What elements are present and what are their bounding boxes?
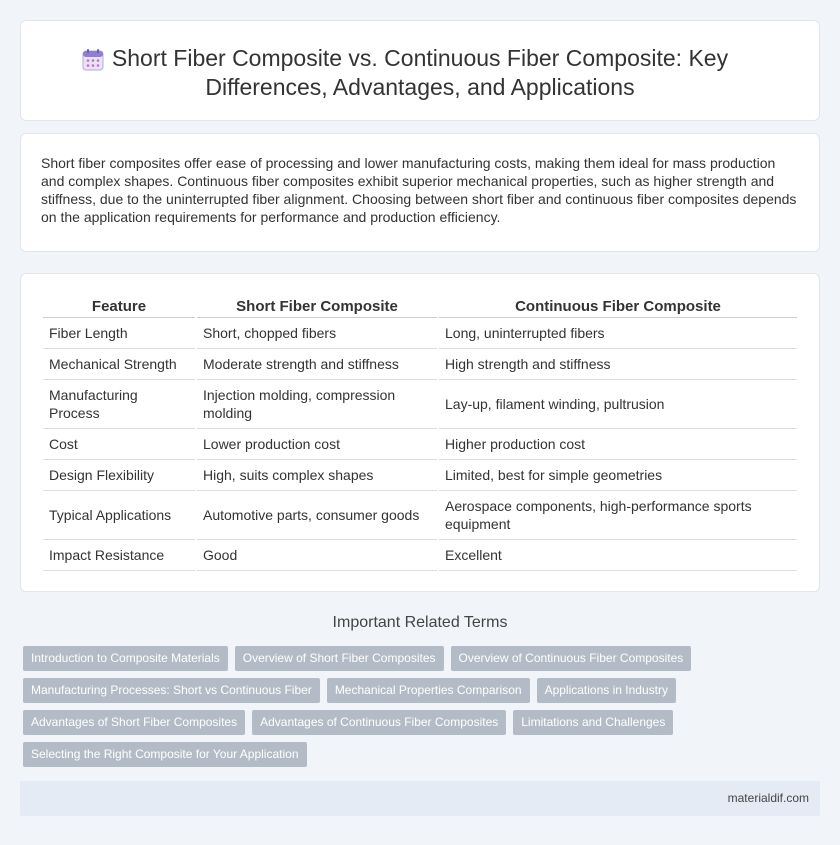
table-header-row <box>43 296 797 318</box>
header-short-fiber: Short Fiber Composite <box>197 296 437 318</box>
cell-feature: Mechanical Strength <box>43 349 195 380</box>
table-row <box>43 349 797 380</box>
cell-short: Lower production cost <box>197 429 437 460</box>
related-term-tag[interactable]: Manufacturing Processes: Short vs Continuous Fiber <box>23 678 320 703</box>
comparison-table <box>41 296 799 571</box>
related-term-tag[interactable]: Advantages of Continuous Fiber Composites <box>252 710 506 735</box>
cell-continuous: Lay-up, filament winding, pultrusion <box>439 380 797 429</box>
table-row <box>43 460 797 491</box>
cell-feature: Typical Applications <box>43 491 195 540</box>
cell-continuous: Aerospace components, high-performance sports equipment <box>439 491 797 540</box>
cell-short: Good <box>197 540 437 571</box>
related-term-tag[interactable]: Advantages of Short Fiber Composites <box>23 710 245 735</box>
cell-short: High, suits complex shapes <box>197 460 437 491</box>
description-card <box>20 133 820 252</box>
related-term-tag[interactable]: Overview of Short Fiber Composites <box>235 646 444 671</box>
related-term-tag[interactable]: Overview of Continuous Fiber Composites <box>451 646 692 671</box>
footer-site-link[interactable]: materialdif.com <box>727 791 809 805</box>
description-text: Short fiber composites offer ease of processing and lower manufacturing costs, making them ideal for mass production and complex shapes. Continuous fiber composites exhibit superior mechanical properties, such as higher strength and stiffness, due to the uninterrupted fiber alignment. Choosing between short fiber and continuous fiber composites depends on the application requirements for performance and production efficiency. <box>41 155 797 225</box>
related-terms-list <box>23 646 803 774</box>
comparison-card <box>20 273 820 592</box>
cell-short: Injection molding, compression molding <box>197 380 437 429</box>
cell-continuous: Excellent <box>439 540 797 571</box>
cell-continuous: Long, uninterrupted fibers <box>439 318 797 349</box>
related-term-tag[interactable]: Selecting the Right Composite for Your Application <box>23 742 307 767</box>
related-term-tag[interactable]: Mechanical Properties Comparison <box>327 678 530 703</box>
related-term-tag[interactable]: Limitations and Challenges <box>513 710 673 735</box>
table-row <box>43 429 797 460</box>
cell-short: Short, chopped fibers <box>197 318 437 349</box>
related-term-tag[interactable]: Introduction to Composite Materials <box>23 646 228 671</box>
cell-continuous: Limited, best for simple geometries <box>439 460 797 491</box>
header-continuous-fiber: Continuous Fiber Composite <box>439 296 797 318</box>
page-title: Short Fiber Composite vs. Continuous Fiber Composite: Key Differences, Advantages, and Applications <box>111 45 729 100</box>
cell-feature: Cost <box>43 429 195 460</box>
table-row <box>43 540 797 571</box>
table-row <box>43 491 797 540</box>
header-feature: Feature <box>43 296 195 318</box>
cell-feature: Design Flexibility <box>43 460 195 491</box>
cell-short: Automotive parts, consumer goods <box>197 491 437 540</box>
title-card <box>20 20 820 121</box>
cell-feature: Impact Resistance <box>43 540 195 571</box>
table-row <box>43 318 797 349</box>
related-terms-heading: Important Related Terms <box>332 614 508 631</box>
cell-continuous: Higher production cost <box>439 429 797 460</box>
cell-short: Moderate strength and stiffness <box>197 349 437 380</box>
table-row <box>43 380 797 429</box>
footer <box>20 781 820 816</box>
cell-feature: Manufacturing Process <box>43 380 195 429</box>
related-term-tag[interactable]: Applications in Industry <box>537 678 676 703</box>
cell-continuous: High strength and stiffness <box>439 349 797 380</box>
cell-feature: Fiber Length <box>43 318 195 349</box>
